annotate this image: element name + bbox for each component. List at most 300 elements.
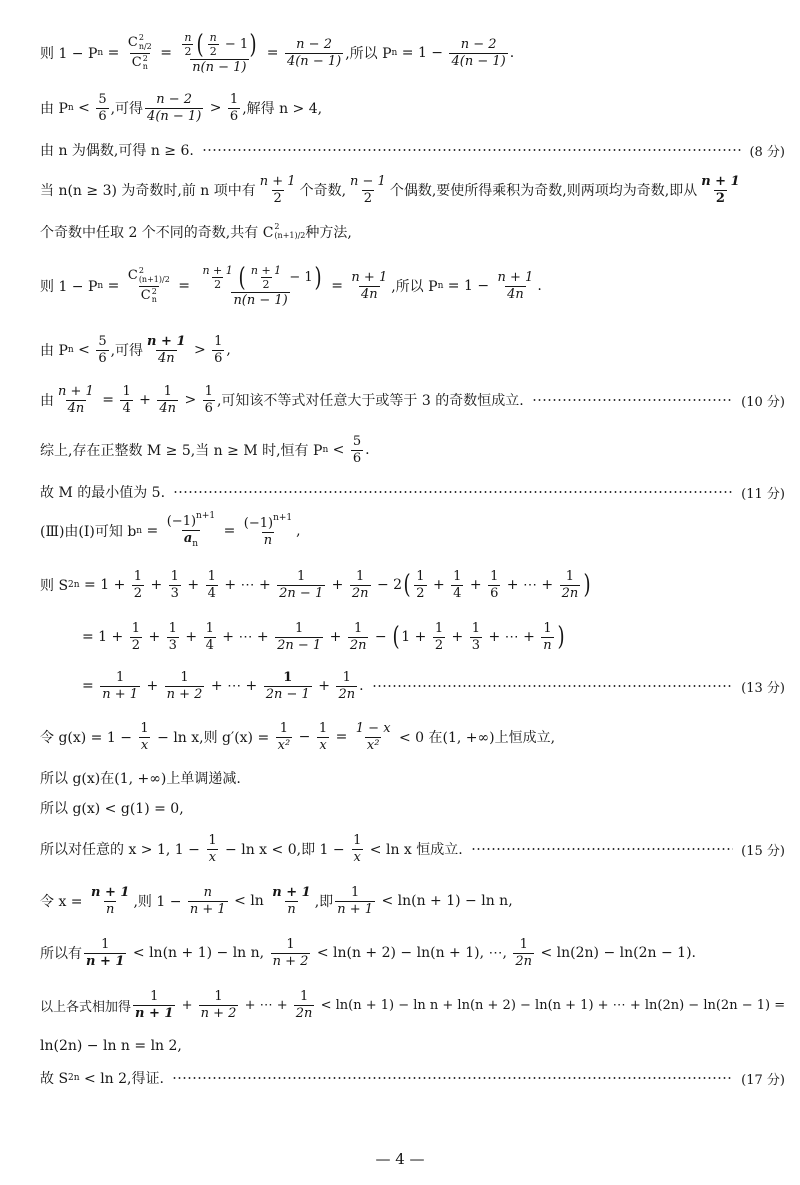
expr-text: + <box>142 678 163 694</box>
fraction-nested: $\frac{n}{2}$ ( $\frac{n}{2}$ − 1 ) n(n − 1) <box>184 29 257 75</box>
numerator: n − 1 <box>350 173 386 189</box>
expr-text: = 1 + <box>79 577 130 593</box>
expr-text: ln(2n) − ln n = ln 2, <box>40 1038 182 1054</box>
numerator: 1 <box>471 620 481 636</box>
numerator: 1 <box>353 832 362 848</box>
comb-bottom: (n+1)/2 <box>274 231 306 240</box>
fraction <box>336 671 357 701</box>
fraction <box>275 622 323 652</box>
fraction <box>317 722 329 752</box>
denominator: 4 <box>122 400 131 416</box>
fraction <box>206 570 218 600</box>
leader-dots <box>471 848 733 850</box>
expr-text: + ⋯ + <box>217 629 274 645</box>
denominator: 6 <box>352 450 362 466</box>
numerator: 1 <box>204 383 213 399</box>
denominator: 2 <box>262 278 270 292</box>
left-paren: ( <box>403 570 411 600</box>
fraction <box>203 385 215 415</box>
denominator: 2 <box>133 585 143 601</box>
expr-text: 所以对任意的 x > 1, 1 − <box>40 842 205 858</box>
expr-text: 则 1 − P <box>40 279 98 295</box>
subscript: n <box>437 281 444 291</box>
expr-text: < 0 在(1, +∞)上恒成立, <box>394 730 556 746</box>
subscript: n <box>67 103 74 113</box>
numerator: 1 <box>356 568 365 584</box>
denominator: 3 <box>471 637 481 653</box>
expr-text: 个奇数中任取 2 个不同的奇数,共有 C <box>40 225 274 241</box>
expr-text: + <box>327 577 348 593</box>
expr-text: < <box>73 342 95 358</box>
numerator: n <box>203 884 212 900</box>
denominator: 4n <box>157 350 175 366</box>
numerator: 1 <box>122 383 131 399</box>
fraction <box>56 385 96 415</box>
expr-text: < ln(n + 1) − ln n, <box>377 893 513 909</box>
denominator: 4 <box>453 585 462 601</box>
numerator: 5 <box>98 91 107 107</box>
numerator: 1 <box>286 936 295 952</box>
denominator: 2n <box>515 953 533 969</box>
numerator: n <box>209 30 217 44</box>
leader-dots <box>172 1077 733 1079</box>
line-6-equation <box>40 258 785 314</box>
comb-symbol: C <box>127 267 138 283</box>
denominator: 6 <box>98 108 107 124</box>
denominator: 6 <box>214 350 223 366</box>
denominator: 4 <box>205 637 214 653</box>
fraction <box>167 622 179 652</box>
line-15 <box>40 716 785 758</box>
expr-text: + <box>180 629 202 645</box>
fraction <box>242 514 294 547</box>
subscript: n <box>192 539 199 550</box>
fraction <box>212 335 224 365</box>
expr-text: 所以有 <box>40 946 82 962</box>
numerator: 1 <box>342 669 351 685</box>
numerator: 1 <box>150 988 159 1004</box>
denominator: 2 <box>184 45 192 59</box>
comb-bottom: n <box>142 62 148 72</box>
expr-text: = <box>262 45 283 61</box>
fraction <box>350 570 371 600</box>
fraction <box>138 722 150 752</box>
denominator: n(n − 1) <box>192 59 247 75</box>
line-4 <box>40 170 785 210</box>
expr-text: ,可知该不等式对任意大于或等于 3 的奇数恒成立. <box>216 393 524 409</box>
numerator: n + 1 <box>202 263 233 277</box>
expr-text: = 1 + <box>82 629 128 645</box>
expr-text: < <box>328 442 349 458</box>
expr-text: − <box>370 629 392 645</box>
fraction <box>145 335 187 365</box>
numerator: 1 <box>168 620 177 636</box>
expr-text: < ln x 恒成立. <box>365 842 463 858</box>
fraction <box>699 175 741 205</box>
fraction-comb <box>126 267 172 305</box>
numerator: 1 <box>295 620 304 636</box>
expr-text: 令 x = <box>40 894 87 910</box>
fraction <box>470 622 482 652</box>
comb-top: 2 <box>138 32 144 42</box>
comb-top: 2 <box>142 53 148 63</box>
expr-text: 故 S <box>40 1071 69 1087</box>
expr-text: , <box>226 342 231 358</box>
fraction <box>130 622 142 652</box>
expr-text: ,则 1 − <box>133 894 186 910</box>
right-paren: ) <box>583 570 591 600</box>
expr-text: > <box>189 342 211 358</box>
numerator: 1 <box>299 988 309 1004</box>
score-label: (11 分) <box>741 486 785 502</box>
denominator: 2 <box>131 637 140 653</box>
numerator: 1 <box>229 91 239 107</box>
line-5 <box>40 218 785 246</box>
fraction <box>169 570 181 600</box>
fraction <box>513 938 534 968</box>
denominator: x <box>140 737 149 753</box>
denominator: 6 <box>98 350 107 366</box>
fraction <box>348 175 388 205</box>
fraction <box>449 38 507 68</box>
expr-text: 所以 g(x)在(1, +∞)上单调递减. <box>40 771 241 787</box>
line-9 <box>40 430 785 470</box>
subscript: n <box>97 48 104 58</box>
numerator: n + 1 <box>351 269 388 285</box>
numerator: 1 <box>207 568 216 584</box>
expr-text: , <box>296 523 301 539</box>
line-8 <box>40 380 785 420</box>
line-10 <box>40 480 785 504</box>
expr-text: ,即 <box>314 894 334 910</box>
subscript: n <box>322 445 329 455</box>
fraction <box>351 834 363 864</box>
expr-text: = <box>326 278 348 294</box>
fraction <box>348 622 369 652</box>
expr-text: = <box>97 392 119 408</box>
score-label: (17 分) <box>741 1072 785 1088</box>
line-2 <box>40 88 785 128</box>
leader-dots <box>173 491 733 493</box>
expr-text: = 1 − <box>397 45 448 61</box>
expr-text: 则 1 − P <box>40 46 98 62</box>
numerator: n − 2 <box>296 36 332 52</box>
expr-text: + <box>428 577 450 593</box>
denominator: n + 1 <box>189 901 226 917</box>
fraction <box>354 722 393 752</box>
fraction <box>349 271 389 301</box>
fraction <box>89 886 131 916</box>
leader-dots <box>372 685 734 687</box>
denominator: x <box>319 737 327 753</box>
comb-top: 2 <box>274 222 280 232</box>
fraction <box>204 622 216 652</box>
right-paren: ) <box>557 622 565 652</box>
expr-text: + <box>146 577 167 593</box>
expr-text: < ln(n + 2) − ln(n + 1), ⋯, <box>312 945 512 961</box>
denominator: 4(n − 1) <box>286 53 342 69</box>
denominator: 2n <box>338 686 356 702</box>
fraction <box>414 570 426 600</box>
expr-text: = <box>82 678 99 694</box>
denominator: 2n − 1 <box>277 637 322 653</box>
expr-text: > <box>205 100 226 116</box>
denominator: 2 <box>715 190 725 206</box>
comb-symbol: C <box>140 288 151 304</box>
numerator: 1 <box>101 936 110 952</box>
expr-text: < <box>73 100 95 116</box>
fraction <box>100 671 140 701</box>
fraction <box>120 385 132 415</box>
denominator: n + 2 <box>166 686 203 702</box>
line-16 <box>40 766 785 790</box>
numerator: n + 1 <box>90 884 130 900</box>
fraction <box>560 570 581 600</box>
numerator: n + 1 <box>701 173 740 189</box>
expr-text: ,可得 <box>110 101 144 117</box>
denominator: x <box>208 849 217 865</box>
numerator: 1 <box>543 620 552 636</box>
left-paren: ( <box>392 622 400 652</box>
expr-text: ,解得 n > 4, <box>242 101 323 117</box>
expr-text: = <box>103 45 124 61</box>
fraction <box>165 671 205 701</box>
expr-text: < ln(2n) − ln(2n − 1). <box>536 945 696 961</box>
denominator: 2 <box>214 278 222 292</box>
denominator: n <box>287 901 296 917</box>
line-20 <box>40 932 785 974</box>
numerator: 1 <box>170 568 179 584</box>
expr-text: + <box>182 577 204 593</box>
denominator: 6 <box>490 585 499 601</box>
comb-symbol: C <box>127 34 138 50</box>
expr-text: − ln x,则 g′(x) = <box>152 730 274 746</box>
denominator: n <box>263 533 273 548</box>
comb-top: 2 <box>138 265 144 275</box>
expr-text: + <box>144 629 165 645</box>
denominator: a <box>183 531 193 547</box>
expr-text: − <box>294 729 315 745</box>
denominator: 4n <box>507 286 524 302</box>
line-14 <box>40 664 785 708</box>
expr-text: = <box>155 45 177 61</box>
denominator: 2n <box>351 585 369 601</box>
score-label: (8 分) <box>749 144 785 160</box>
expr-text: 由 n 为偶数,可得 n ≥ 6. <box>40 143 194 159</box>
numerator: 1 <box>519 936 528 952</box>
numerator: 1 <box>434 620 444 636</box>
numerator: 1 <box>133 568 143 584</box>
numerator: 5 <box>98 333 107 349</box>
denominator: 2n <box>349 637 367 653</box>
fraction <box>96 93 108 123</box>
expr-text: 综上,存在正整数 M ≥ 5,当 n ≥ M 时,恒有 P <box>40 443 323 459</box>
fraction <box>276 722 293 752</box>
denominator: 2 <box>209 45 217 59</box>
expr-text: + ⋯ + <box>219 577 276 593</box>
numerator: 1 <box>490 568 499 584</box>
expr-text: . <box>359 678 364 694</box>
denominator: x² <box>277 737 291 753</box>
fraction <box>132 570 144 600</box>
expr-text: 1 + <box>401 629 431 645</box>
denominator: 3 <box>168 637 177 653</box>
denominator: x² <box>366 737 380 753</box>
leader-dots <box>532 399 734 401</box>
numerator: 1 <box>354 620 363 636</box>
fraction <box>451 570 463 600</box>
expr-text: 以上各式相加得 <box>40 999 132 1015</box>
numerator: 1 <box>318 720 328 736</box>
expr-text: < ln <box>229 893 269 909</box>
fraction <box>351 435 363 465</box>
comb-bottom: n <box>151 295 157 305</box>
numerator: n + 1 <box>272 884 311 900</box>
denominator: n + 1 <box>135 1005 174 1021</box>
expr-text: . <box>537 278 542 294</box>
subscript: 2n <box>68 580 80 590</box>
expr-text: − ln x < 0,即 1 − <box>220 842 350 858</box>
expr-text: < ln(n + 1) − ln n, <box>128 945 269 961</box>
numerator: 1 <box>208 832 217 848</box>
expr-text: − 1 <box>285 269 313 285</box>
fraction <box>133 990 175 1020</box>
expr-text: = <box>103 278 124 294</box>
denominator: 4n <box>159 400 177 416</box>
expr-text: 个奇数, <box>299 183 347 199</box>
denominator: 3 <box>170 585 179 601</box>
fraction <box>228 93 240 123</box>
fraction <box>157 385 178 415</box>
fraction-nested: $\frac{n + 1}{2}$ ( $\frac{n + 1}{2}$ − 1 ) n(n − 1) <box>202 262 322 308</box>
line-7 <box>40 330 785 370</box>
score-label: (10 分) <box>741 394 785 410</box>
fraction <box>165 512 217 549</box>
line-21 <box>40 984 785 1026</box>
subscript: 2n <box>68 1073 80 1083</box>
expr-text: > <box>180 392 201 408</box>
numerator: n − 2 <box>156 91 193 107</box>
comb-bottom: (n+1)/2 <box>138 274 170 284</box>
denominator: n <box>543 637 552 653</box>
expr-text: + <box>325 629 346 645</box>
expr-text: 令 g(x) = 1 − <box>40 730 137 746</box>
denominator: 4(n − 1) <box>147 108 202 124</box>
numerator: 1 <box>416 568 425 584</box>
fraction <box>271 938 311 968</box>
denominator: 2 <box>434 637 444 653</box>
denominator: n + 1 <box>86 953 125 969</box>
expr-text: < ln 2,得证. <box>79 1071 164 1087</box>
denominator: 4n <box>361 286 378 302</box>
expr-text: = <box>173 278 195 294</box>
line-11 <box>40 510 785 552</box>
denominator: 4n <box>67 400 85 416</box>
fraction <box>496 271 536 301</box>
numerator: 5 <box>352 433 362 449</box>
numerator: n − 2 <box>460 36 497 52</box>
fraction <box>258 175 298 205</box>
expr-text: − 2 <box>372 577 403 593</box>
line-18 <box>40 828 785 870</box>
fraction <box>270 886 312 916</box>
comb-symbol: C <box>131 55 142 71</box>
denominator: 2n − 1 <box>265 686 310 702</box>
expr-text: 所以 g(x) < g(1) = 0, <box>40 801 184 817</box>
subscript: n <box>97 281 104 291</box>
comb-bottom: n/2 <box>138 41 152 51</box>
denominator: 2 <box>416 585 425 601</box>
page-number: — 4 — <box>375 1150 425 1168</box>
expr-text: < ln(n + 1) − ln n + ln(n + 2) − ln(n + 1) + ⋯ + ln(2n) − ln(2n − 1) = <box>316 997 786 1013</box>
numerator: 1 <box>565 568 575 584</box>
denominator: 6 <box>204 400 213 416</box>
numerator: 1 <box>214 988 223 1004</box>
denominator: n + 2 <box>200 1005 237 1021</box>
fraction-comb <box>126 34 154 72</box>
numerator: 1 <box>283 669 293 685</box>
fraction <box>96 335 108 365</box>
fraction <box>488 570 500 600</box>
denominator: n <box>106 901 115 917</box>
fraction <box>433 622 445 652</box>
leader-dots <box>202 149 742 151</box>
expr-text: ,可得 <box>110 343 144 359</box>
fraction <box>199 990 239 1020</box>
subscript: n <box>391 48 398 58</box>
denominator: 2 <box>273 190 282 206</box>
expr-text: = <box>142 523 163 539</box>
denominator: 2n <box>561 585 579 601</box>
expr-text: + ⋯ + <box>484 629 540 645</box>
expr-text: 故 M 的最小值为 5. <box>40 485 166 501</box>
numerator: n + 1 <box>250 263 282 277</box>
line-22 <box>40 1034 785 1058</box>
fraction <box>285 38 343 68</box>
numerator: 1 <box>453 568 462 584</box>
expr-text: − 1 <box>220 36 249 52</box>
numerator: n <box>184 30 192 44</box>
expr-text: 个偶数,要使所得乘积为奇数,则两项均为奇数,即从 <box>389 183 698 199</box>
comb-top: 2 <box>151 286 157 296</box>
line-13 <box>40 614 785 660</box>
expr-text: + <box>313 678 335 694</box>
fraction <box>335 886 375 916</box>
denominator: x <box>353 849 361 865</box>
expr-text: 当 n(n ≥ 3) 为奇数时,前 n 项中有 <box>40 183 256 199</box>
expr-text: + ⋯ + <box>502 577 558 593</box>
denominator: n + 1 <box>102 686 138 702</box>
fraction <box>294 990 315 1020</box>
expr-text: 由 P <box>40 101 68 117</box>
expr-text: = <box>331 729 352 745</box>
denominator: 2n − 1 <box>279 585 324 601</box>
numerator: 1 <box>180 669 189 685</box>
denominator: 4(n − 1) <box>451 53 506 69</box>
numerator: 1 <box>279 720 289 736</box>
numerator: 1 <box>131 620 140 636</box>
numerator: 1 <box>350 884 360 900</box>
numerator: (−1) <box>243 516 274 532</box>
denominator: n(n − 1) <box>233 292 288 308</box>
expr-text: ,所以 P <box>391 279 438 295</box>
numerator: (−1) <box>166 514 197 530</box>
denominator: n + 1 <box>337 901 373 917</box>
numerator: 1 <box>115 669 125 685</box>
numerator: 1 <box>205 620 214 636</box>
expr-text: + <box>177 997 197 1013</box>
line-19 <box>40 880 785 922</box>
